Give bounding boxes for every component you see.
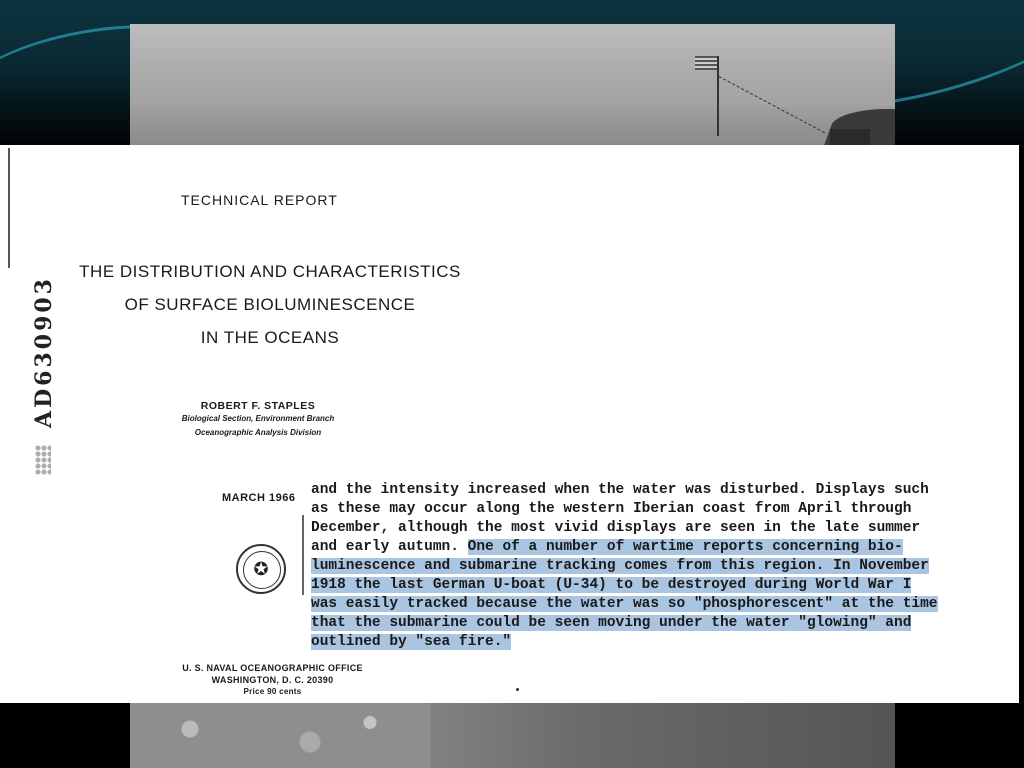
excerpt-highlight: outlined by "sea fire." <box>311 634 512 650</box>
publisher-block <box>150 662 395 698</box>
excerpt-line <box>311 538 1001 557</box>
excerpt-line <box>311 481 1001 500</box>
margin-rule <box>8 148 10 268</box>
author-affiliation: Biological Section, Environment Branch <box>181 414 335 423</box>
submarine-photo <box>130 24 895 146</box>
author-block <box>150 400 366 440</box>
excerpt-line <box>311 557 1001 576</box>
navy-seal-icon <box>236 544 286 594</box>
excerpt-line <box>311 595 1001 614</box>
excerpt-line <box>311 576 1001 595</box>
title-line: IN THE OCEANS <box>200 328 340 347</box>
excerpt-line <box>311 614 1001 633</box>
publisher-address: WASHINGTON, D. C. 20390 <box>211 675 334 685</box>
title-line: THE DISTRIBUTION AND CHARACTERISTICS <box>79 262 461 281</box>
excerpt-highlight: luminescence and submarine tracking comes from this region. In November <box>311 558 929 574</box>
photo-rocks <box>130 703 430 768</box>
photo-conning-tower <box>830 129 870 146</box>
excerpt-text: and early autumn. <box>311 539 468 555</box>
excerpt-highlight: that the submarine could be seen moving under the water "glowing" and <box>311 615 912 631</box>
excerpt-highlight: One of a number of wartime reports concerning bio- <box>467 539 903 555</box>
excerpt-text: and the intensity increased when the water was disturbed. Displays such <box>311 482 929 498</box>
report-date: MARCH 1966 <box>222 492 296 504</box>
excerpt-highlight: 1918 the last German U-boat (U-34) to be destroyed during World War I <box>311 577 912 593</box>
eagle-icon: ✪ <box>253 559 269 579</box>
excerpt-margin-bar <box>302 515 304 595</box>
publisher-name: U. S. NAVAL OCEANOGRAPHIC OFFICE <box>182 663 363 673</box>
author-affiliation: Oceanographic Analysis Division <box>194 428 322 437</box>
page-speck <box>516 688 519 691</box>
excerpt-line <box>311 519 1001 538</box>
excerpt-text: December, although the most vivid displays are seen in the late summer <box>311 520 921 536</box>
coastline-photo <box>130 703 895 768</box>
excerpt-line <box>311 500 1001 519</box>
photo-flag <box>695 56 717 70</box>
author-name: ROBERT F. STAPLES <box>200 400 316 412</box>
excerpt-line <box>311 633 1001 652</box>
excerpt-highlight: was easily tracked because the water was so "phosphorescent" at the time <box>311 596 938 612</box>
report-title <box>50 255 490 354</box>
ink-blot <box>35 445 51 475</box>
excerpt-text: as these may occur along the western Iberian coast from April through <box>311 501 912 517</box>
report-type-label: TECHNICAL REPORT <box>181 192 338 208</box>
accession-stamp: AD630903 <box>31 276 57 428</box>
price-label: Price 90 cents <box>243 687 302 696</box>
title-line: OF SURFACE BIOLUMINESCENCE <box>124 295 416 314</box>
text-excerpt <box>311 481 1001 652</box>
